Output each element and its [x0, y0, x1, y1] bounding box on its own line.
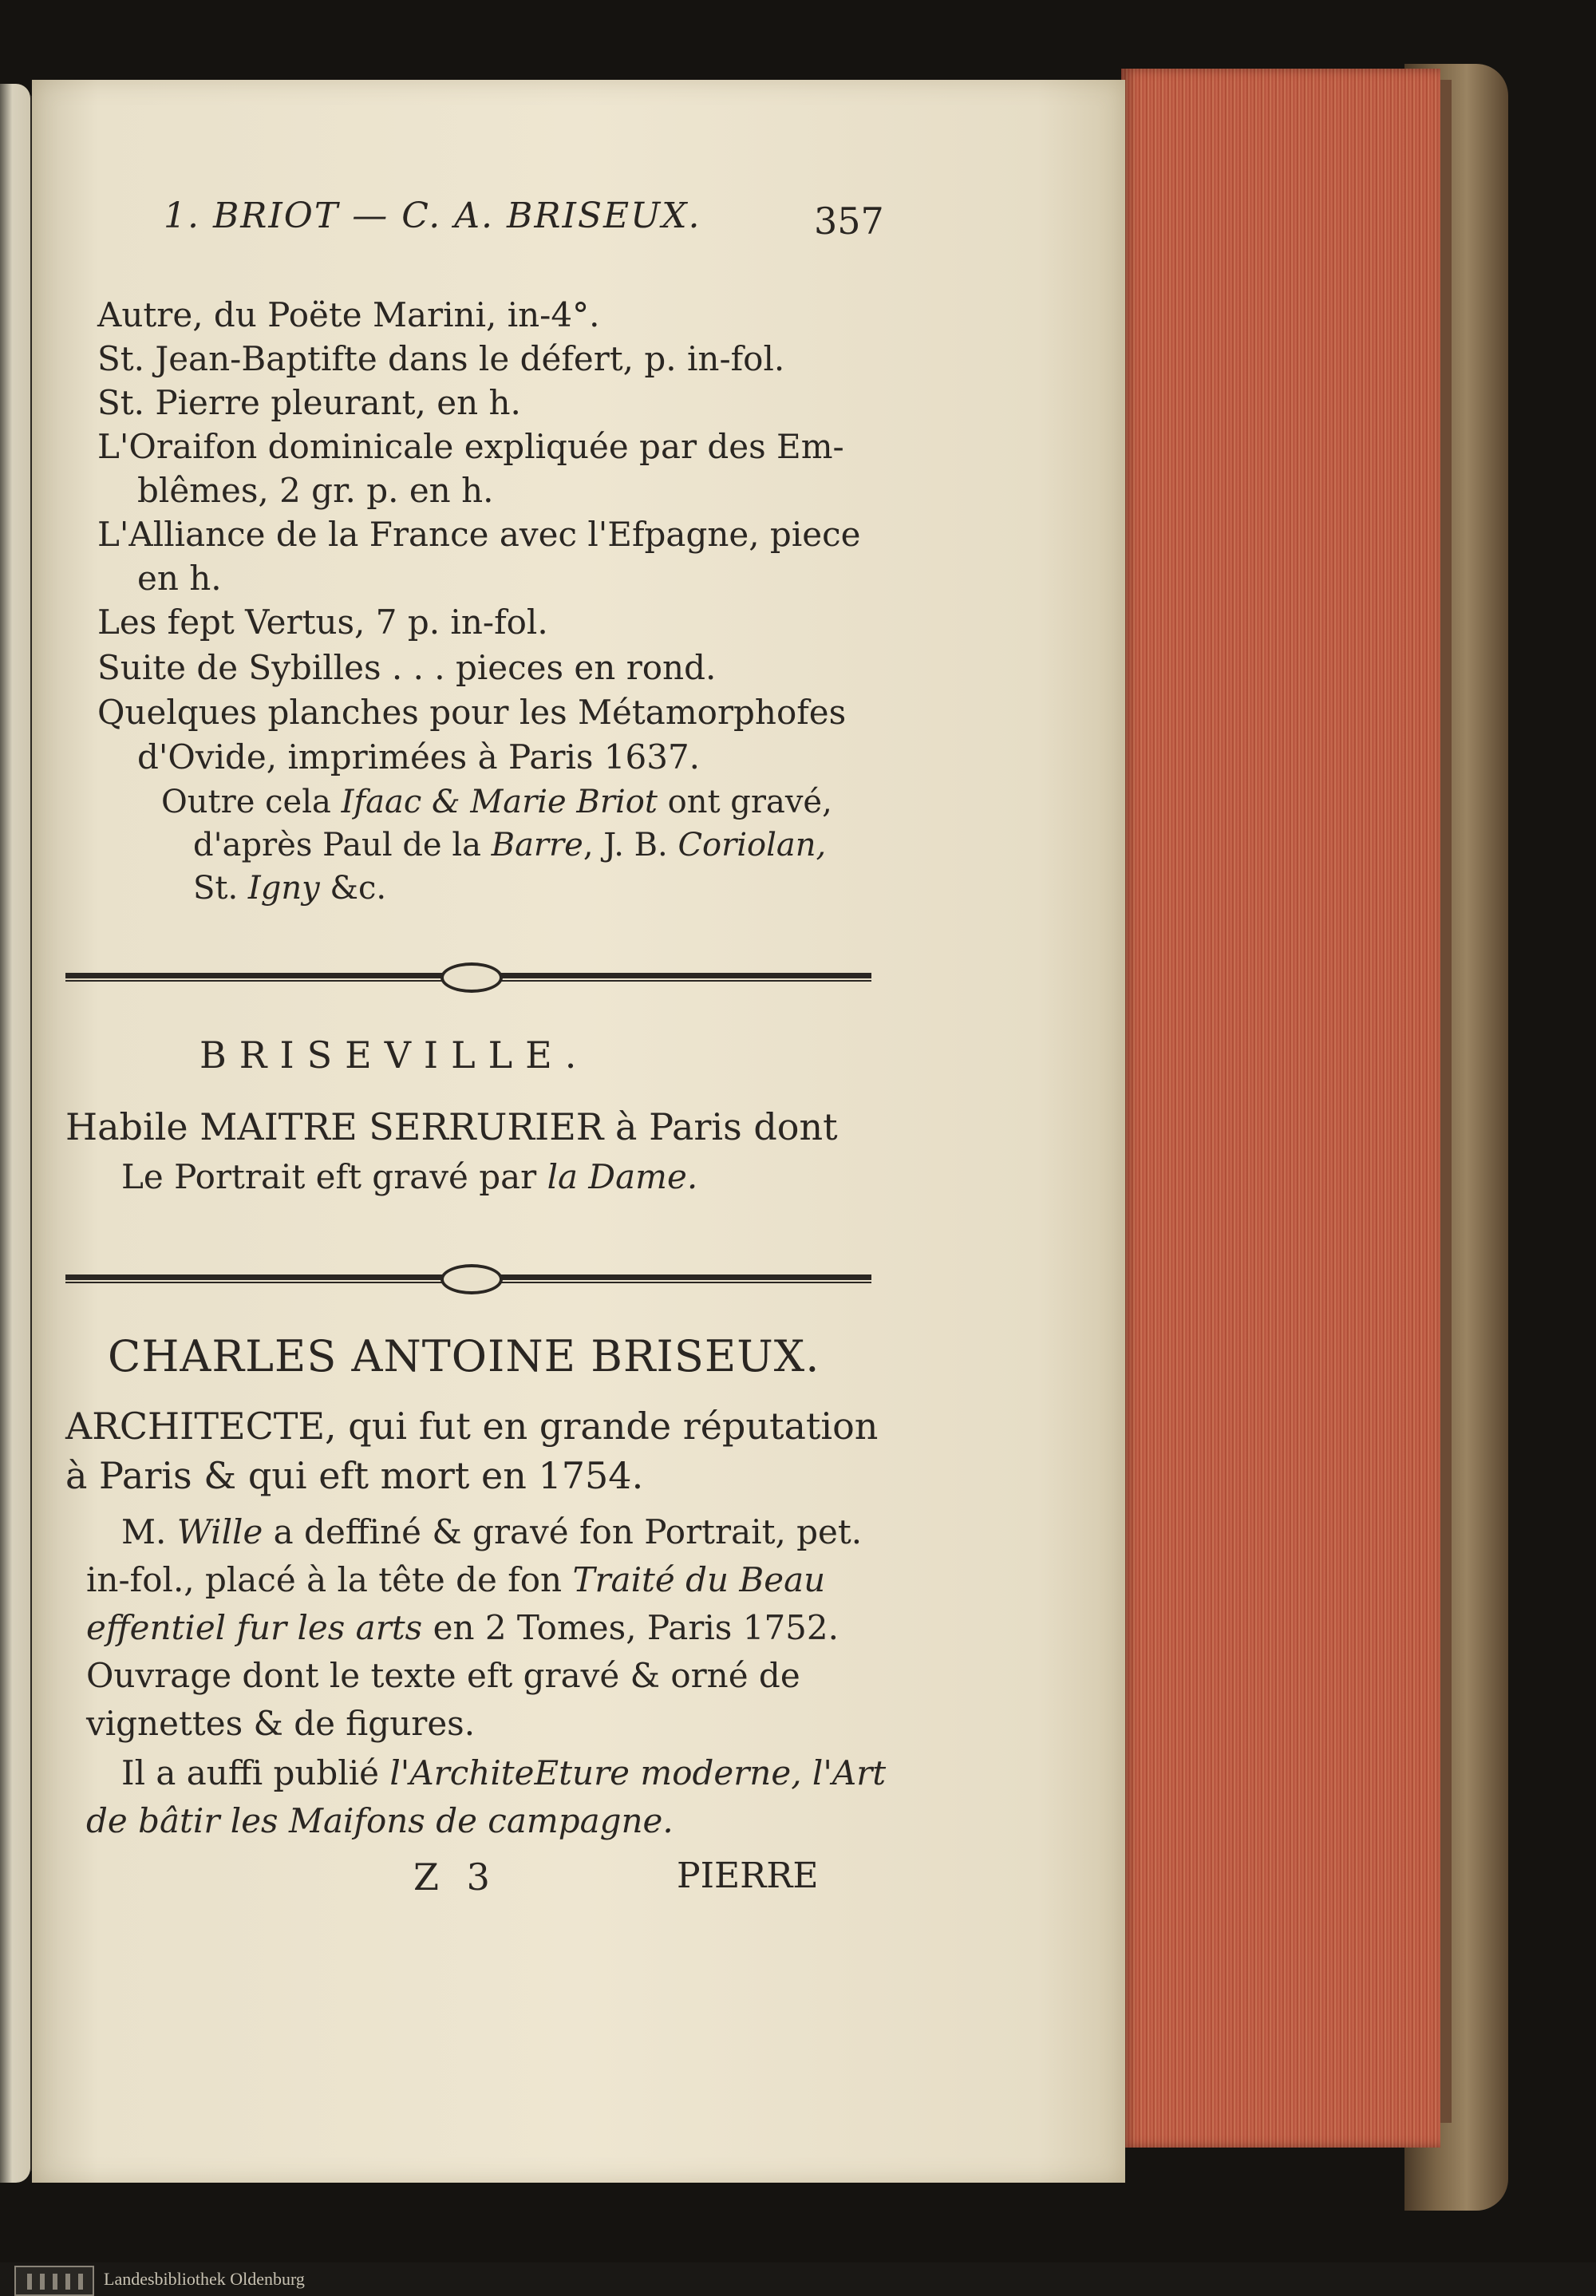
library-name: Landesbibliothek Oldenburg	[104, 2269, 305, 2289]
running-title: 1. BRIOT — C. A. BRISEUX.	[164, 196, 701, 236]
list-item: L'Oraifon dominicale expliquée par des Em-	[97, 427, 844, 466]
left-page-edge	[0, 84, 30, 2183]
list-item: en h.	[137, 559, 222, 598]
note-names: Barre	[491, 827, 583, 863]
body-text: in-fol., placé à la tête de fon	[86, 1560, 573, 1599]
body-text: en 2 Tomes, Paris 1752.	[422, 1608, 839, 1647]
briot-note-line-2	[193, 827, 826, 863]
list-item: St. Jean-Baptifte dans le défert, p. in-fol.	[97, 339, 785, 378]
briseux-line-2: à Paris & qui eft mort en 1754.	[65, 1454, 644, 1497]
list-item: Autre, du Poëte Marini, in-4°.	[97, 295, 600, 334]
note-text: ont gravé,	[657, 784, 832, 820]
briseux-line-4	[86, 1560, 825, 1599]
note-text: Outre cela	[161, 784, 342, 820]
book-title: effentiel fur les arts	[86, 1608, 423, 1647]
note-text: St.	[193, 870, 248, 907]
briseux-line-6: Ouvrage dont le texte eft gravé & orné de	[86, 1656, 800, 1695]
briseux-line-5	[86, 1608, 839, 1647]
briseux-line-8	[121, 1753, 886, 1792]
list-item: Suite de Sybilles . . . pieces en rond.	[97, 648, 717, 687]
catchword: PIERRE	[677, 1855, 819, 1896]
ornament-knot-icon	[440, 962, 503, 993]
briseville-line-1: Habile MAITRE SERRURIER à Paris dont	[65, 1105, 838, 1148]
list-item: d'Ovide, imprimées à Paris 1637.	[137, 737, 701, 777]
list-item: blêmes, 2 gr. p. en h.	[137, 471, 494, 510]
page-number: 357	[814, 200, 884, 243]
engraver-name: la Dame.	[547, 1157, 698, 1196]
note-text: &c.	[319, 870, 387, 907]
briseville-text: Le Portrait eft gravé par	[121, 1157, 547, 1196]
artist-name: Wille	[176, 1512, 263, 1551]
briseux-line-9: de bâtir les Maifons de campagne.	[86, 1801, 674, 1840]
briseux-title: CHARLES ANTOINE BRISEUX.	[108, 1331, 820, 1381]
body-text: Il a auffi publié	[121, 1753, 390, 1792]
ornament-knot-icon	[440, 1264, 503, 1294]
page-edge-shadow	[1440, 80, 1452, 2123]
book-title: l'ArchiteEture moderne, l'Art	[389, 1753, 887, 1792]
red-page-edges	[1121, 69, 1440, 2148]
ornamental-rule	[65, 1267, 871, 1286]
briseux-line-1: ARCHITECTE, qui fut en grande réputation	[65, 1405, 879, 1448]
book-title: Traité du Beau	[572, 1560, 826, 1599]
note-text: , J. B.	[583, 827, 678, 863]
note-names: Igny	[247, 870, 320, 907]
briot-note-line-3	[193, 870, 386, 907]
list-item: Quelques planches pour les Métamorphofes	[97, 693, 847, 732]
briseux-line-3	[121, 1512, 862, 1551]
signature-mark: Z 3	[413, 1855, 498, 1899]
note-names: Ifaac & Marie Briot	[341, 784, 658, 820]
body-text: a deffiné & gravé fon Portrait, pet.	[263, 1512, 863, 1551]
note-text: d'après Paul de la	[193, 827, 492, 863]
briseux-line-7: vignettes & de figures.	[86, 1704, 476, 1743]
note-names: Coriolan,	[678, 827, 827, 863]
briseville-title: BRISEVILLE.	[200, 1033, 590, 1077]
library-building-icon	[14, 2266, 94, 2296]
ornamental-rule	[65, 966, 871, 985]
body-text: M.	[121, 1512, 177, 1551]
list-item: St. Pierre pleurant, en h.	[97, 383, 521, 422]
briot-note-line-1	[161, 784, 832, 820]
book-page	[32, 80, 1125, 2183]
briseville-line-2	[121, 1157, 697, 1196]
library-footer	[0, 2262, 1596, 2296]
list-item: Les fept Vertus, 7 p. in-fol.	[97, 603, 548, 642]
list-item: L'Alliance de la France avec l'Efpagne, piece	[97, 515, 861, 554]
